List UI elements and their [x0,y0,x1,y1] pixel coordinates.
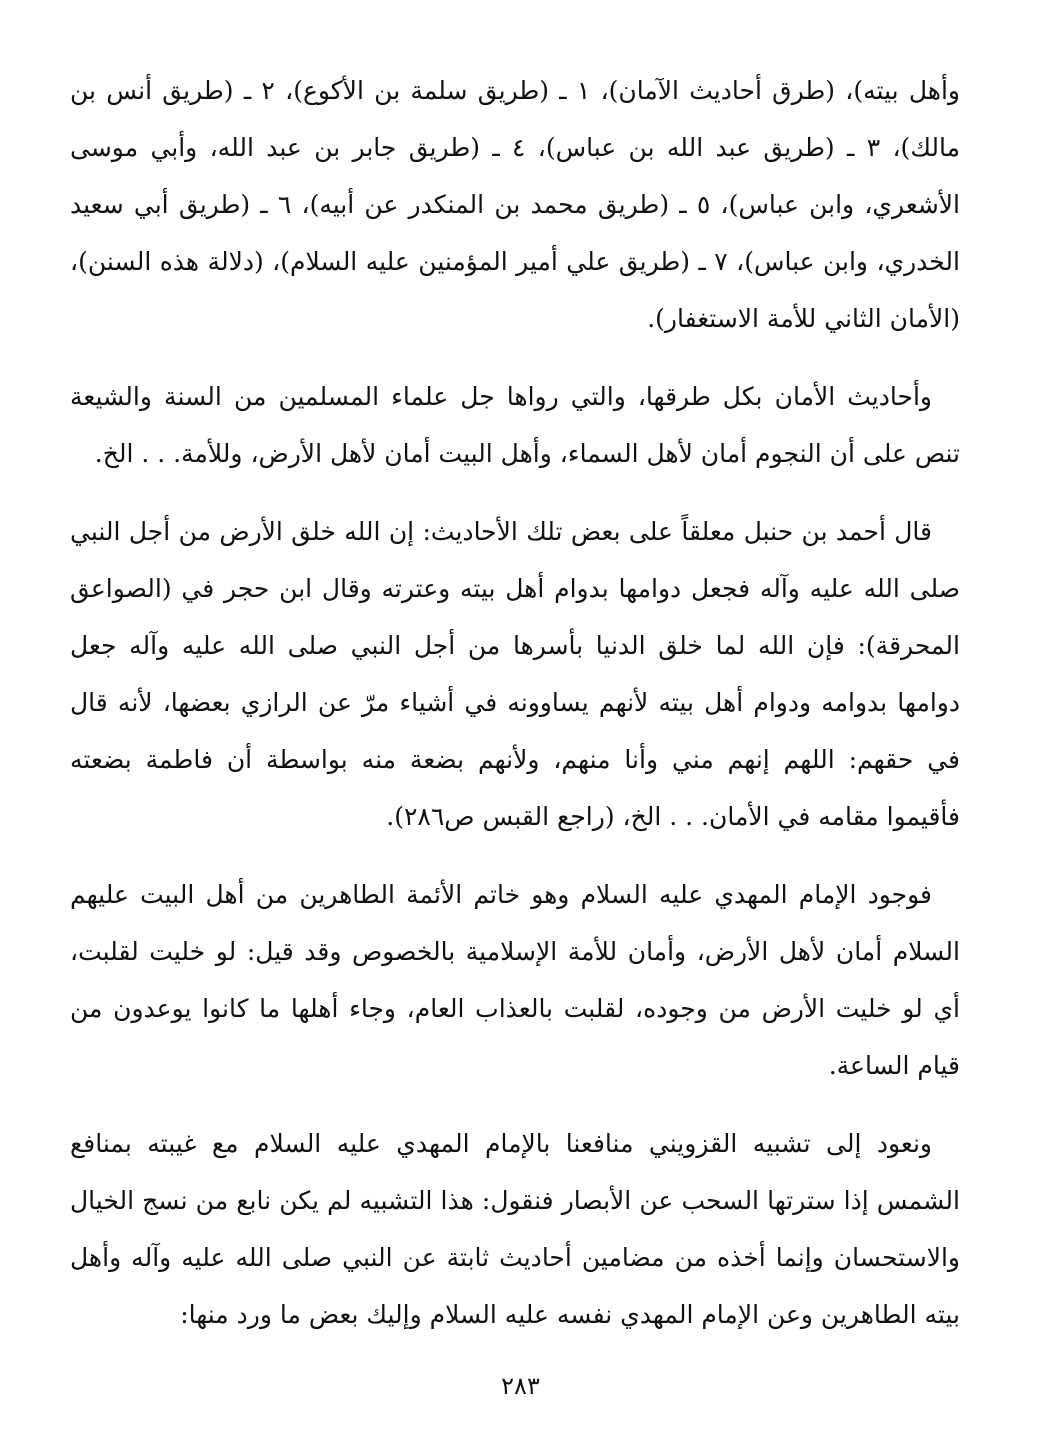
paragraph-1: وأهل بيته)، (طرق أحاديث الآمان)، ١ ـ (طريق سلمة بن الأكوع)، ٢ ـ (طريق أنس بن مالك)، ٣ ـ (طريق عبد الله بن عباس)، ٤ ـ (طريق جابر بن عبد الله، وأبي موسى الأشعري، وابن عباس)، ٥ ـ (طريق محمد بن المنكدر عن أبيه)، ٦ ـ (طريق أبي سعيد الخدري، وابن عباس)، ٧ ـ (طريق علي أمير المؤمنين عليه السلام)، (دلالة هذه السنن)، (الأمان الثاني للأمة الاستغفار). [70,76,961,333]
paragraph-3: قال أحمد بن حنبل معلقاً على بعض تلك الأحاديث: إن الله خلق الأرض من أجل النبي صلى الله عليه وآله فجعل دوامها بدوام أهل بيته وعترته وقال ابن حجر في (الصواعق المحرقة): فإن الله لما خلق الدنيا بأسرها من أجل النبي صلى الله عليه وآله جعل دوامها بدوامه ودوام أهل بيته لأنهم يساوونه في أشياء مرّ عن الرازي بعضها، لأنه قال في حقهم: اللهم إنهم مني وأنا منهم، ولأنهم بضعة منه بواسطة أن فاطمة بضعته فأقيموا مقامه في الأمان. . . الخ، (راجع القبس ص٢٨٦). [70,517,960,831]
paragraph-5: ونعود إلى تشبيه القزويني منافعنا بالإمام المهدي عليه السلام مع غيبته بمنافع الشمس إذا سترتها السحب عن الأبصار فنقول: هذا التشبيه لم يكن نابع من نسج الخيال والاستحسان وإنما أخذه من مضامين أحاديث ثابتة عن النبي صلى الله عليه وآله وأهل بيته الطاهرين وعن الإمام المهدي نفسه عليه السلام وإليك بعض ما ورد منها: [70,1129,960,1329]
page-number: ٢٨٣ [501,1372,540,1400]
paragraph-4: فوجود الإمام المهدي عليه السلام وهو خاتم الأئمة الطاهرين من أهل البيت عليهم السلام أمان لأهل الأرض، وأمان للأمة الإسلامية بالخصوص وقد قيل: لو خليت لقلبت، أي لو خليت الأرض من وجوده، لقلبت بالعذاب العام، وجاء أهلها ما كانوا يوعدون من قيام الساعة. [70,880,960,1080]
page-body [70,62,960,1364]
paragraph-2: وأحاديث الأمان بكل طرقها، والتي رواها جل علماء المسلمين من السنة والشيعة تنص على أن النجوم أمان لأهل السماء، وأهل البيت أمان لأهل الأرض، وللأمة. . . الخ. [70,382,960,468]
